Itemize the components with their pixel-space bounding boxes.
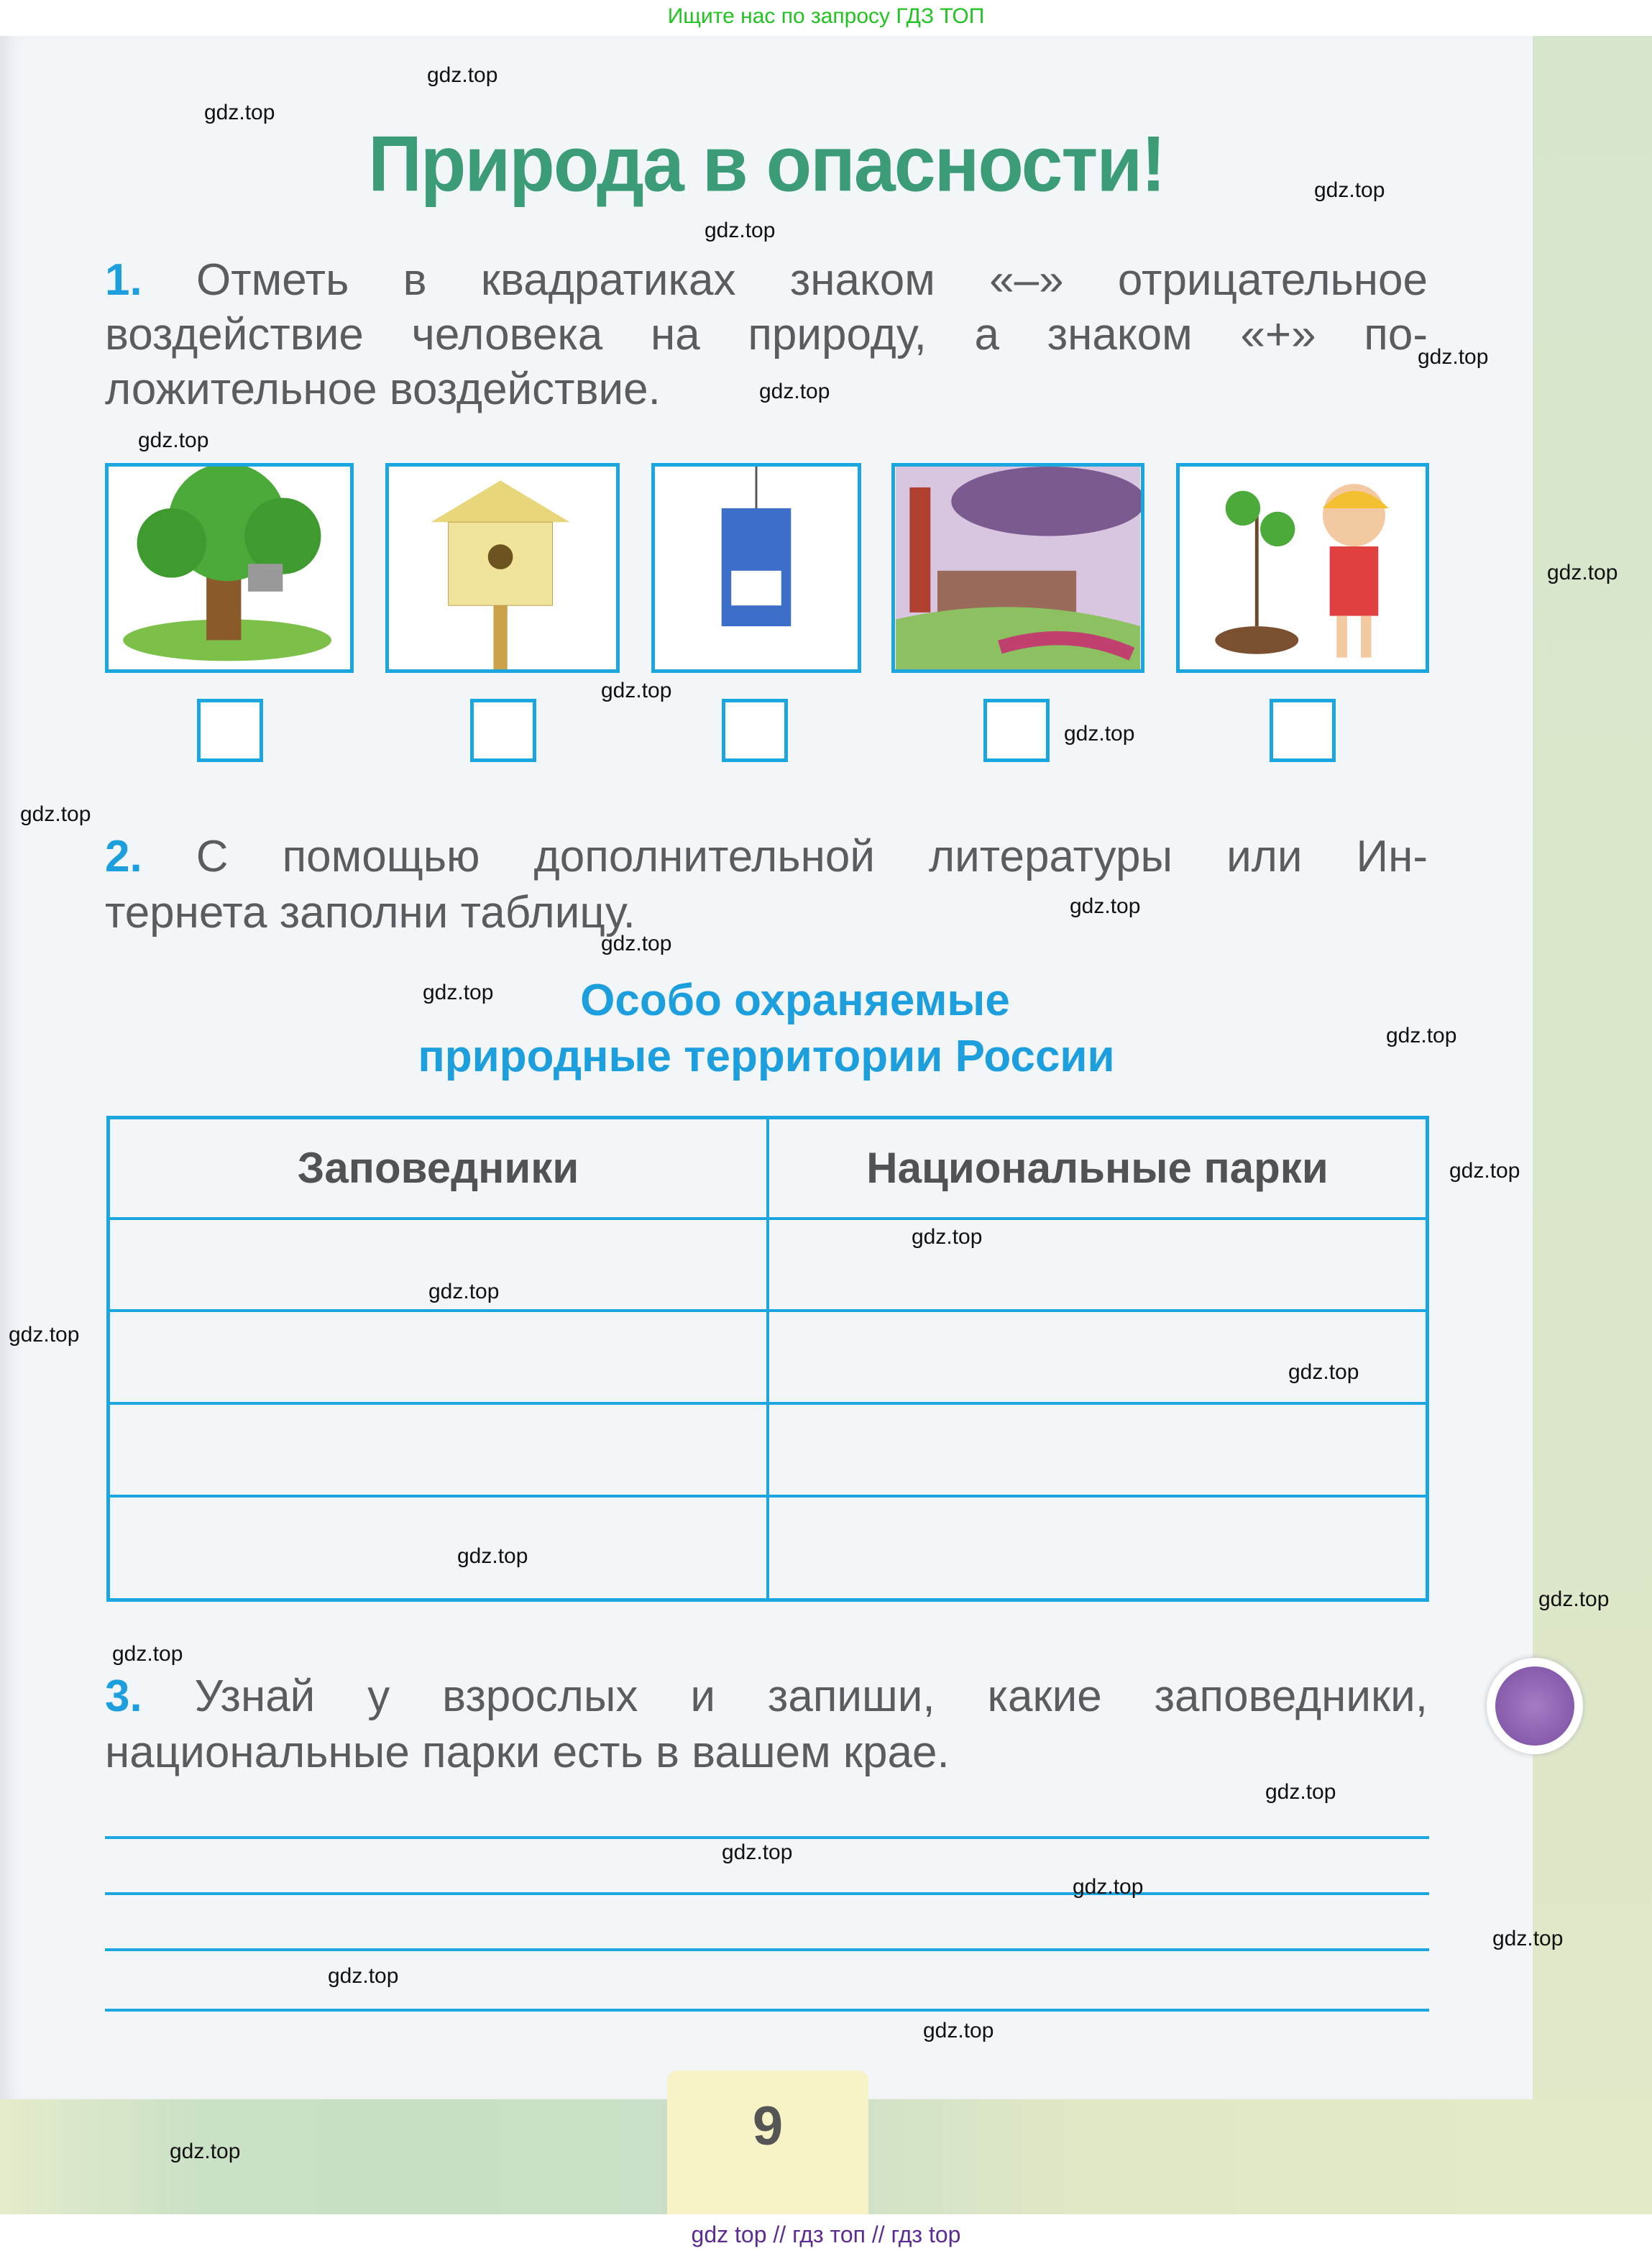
protected-areas-table [106, 1116, 1429, 1602]
table-header-row [109, 1118, 1428, 1219]
watermark: gdz.top [328, 1964, 399, 1988]
watermark: gdz.top [20, 802, 91, 826]
answer-checkbox-3[interactable] [722, 699, 788, 762]
picture-bird-feeder [651, 463, 861, 673]
watermark: gdz.top [1449, 1159, 1520, 1183]
picture-factory-pollution [891, 463, 1144, 673]
watermark: gdz.top [923, 2019, 994, 2042]
watermark: gdz.top [204, 101, 275, 124]
table-row [109, 1311, 1428, 1403]
watermark: gdz.top [1265, 1780, 1336, 1804]
task3-line-1: 3. Узнай у взрослых и запиши, какие заповедники, [105, 1672, 1428, 1721]
watermark: gdz.top [1073, 1875, 1144, 1899]
watermark: gdz.top [9, 1323, 80, 1347]
answer-checkbox-4[interactable] [983, 699, 1050, 762]
table-row [109, 1219, 1428, 1311]
table-title-line-2: природные территории России [418, 1032, 1115, 1081]
table-cell[interactable] [768, 1219, 1428, 1311]
watermark: gdz.top [1070, 894, 1141, 918]
watermark: gdz.top [423, 981, 494, 1004]
header-reserves: Заповедники [109, 1118, 768, 1219]
table-cell[interactable] [768, 1496, 1428, 1600]
watermark: gdz.top [1492, 1927, 1564, 1950]
footer-links[interactable]: gdz top // гдз топ // гдз top [0, 2214, 1652, 2256]
task1-line-2: воздействие человека на природу, а знаком «+» по- [105, 310, 1428, 359]
table-title-line-1: Особо охраняемые [580, 976, 1010, 1025]
writing-line-4[interactable] [105, 2009, 1429, 2012]
page-edge-decoration [1533, 36, 1652, 2214]
watermark: gdz.top [1064, 722, 1135, 746]
writing-line-1[interactable] [105, 1836, 1429, 1839]
writing-line-3[interactable] [105, 1948, 1429, 1951]
table-cell[interactable] [768, 1311, 1428, 1403]
watermark: gdz.top [170, 2140, 241, 2163]
task1-line-3: ложительное воздействие. [105, 364, 661, 414]
picture-birdhouse [385, 463, 620, 673]
watermark: gdz.top [112, 1642, 183, 1666]
task1-line-1: 1. Отметь в квадратиках знаком «–» отрицательное [105, 255, 1428, 305]
search-banner: Ищите нас по запросу ГДЗ ТОП [667, 4, 985, 28]
watermark: gdz.top [1288, 1360, 1359, 1384]
watermark: gdz.top [428, 1280, 500, 1303]
page-title: Природа в опасности! [368, 121, 1165, 208]
watermark: gdz.top [1386, 1024, 1457, 1047]
answer-checkbox-5[interactable] [1270, 699, 1336, 762]
task3-line-2: национальные парки есть в вашем крае. [105, 1728, 950, 1777]
table-row [109, 1403, 1428, 1496]
watermark: gdz.top [601, 932, 672, 955]
picture-tree-with-axe [105, 463, 354, 673]
table-cell[interactable] [109, 1403, 768, 1496]
task2-line-2: тернета заполни таблицу. [105, 888, 635, 937]
page-number: 9 [667, 2071, 868, 2214]
picture-girl-planting-tree [1176, 463, 1429, 673]
watermark: gdz.top [759, 380, 830, 403]
watermark: gdz.top [427, 63, 498, 87]
watermark: gdz.top [722, 1840, 793, 1864]
header-national-parks: Национальные парки [768, 1118, 1428, 1219]
watermark: gdz.top [1314, 178, 1385, 202]
writing-line-2[interactable] [105, 1892, 1429, 1895]
watermark: gdz.top [138, 428, 209, 452]
answer-checkbox-1[interactable] [197, 699, 263, 762]
task2-line-1: 2. С помощью дополнительной литературы или Ин- [105, 832, 1428, 881]
answer-checkbox-2[interactable] [470, 699, 536, 762]
table-row [109, 1496, 1428, 1600]
watermark: gdz.top [601, 679, 672, 702]
table-cell[interactable] [109, 1496, 768, 1600]
table-cell[interactable] [109, 1311, 768, 1403]
watermark: gdz.top [1418, 345, 1489, 369]
watermark: gdz.top [457, 1544, 528, 1568]
watermark: gdz.top [1538, 1587, 1610, 1611]
watermark: gdz.top [705, 219, 776, 242]
star-icon [1487, 1658, 1583, 1754]
watermark: gdz.top [1547, 561, 1618, 584]
table-cell[interactable] [768, 1403, 1428, 1496]
watermark: gdz.top [912, 1225, 983, 1249]
